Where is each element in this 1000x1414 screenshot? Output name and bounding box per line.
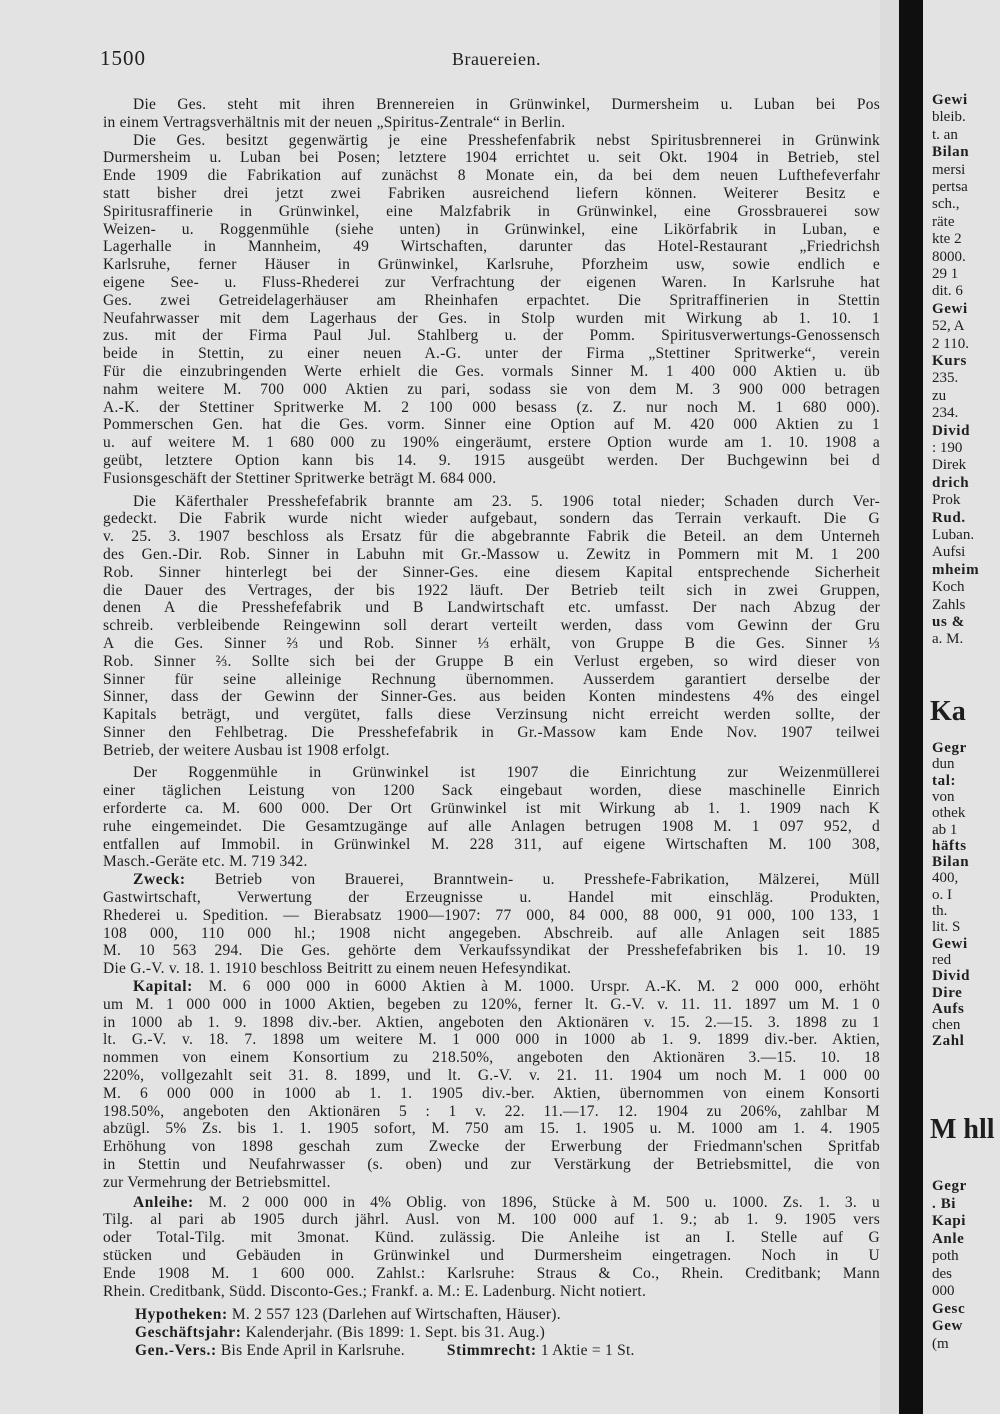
stimmrecht-label: Stimmrecht: <box>446 1342 537 1359</box>
adjacent-page-fragment: Prok <box>932 492 961 509</box>
line-text: eigene See- u. Fluss-Rhederei zur Verfrachtung der eigenen Waren. In Karlsruhe hat <box>103 273 880 291</box>
line-text: Rhein. Creditbank, Südd. Disconto-Ges.; Frankf. a. M.: E. Ladenburg. Nicht notiert. <box>103 1282 647 1300</box>
genvers-text: Bis Ende April in Karlsruhe. <box>216 1342 405 1359</box>
page-number: 1500 <box>100 46 146 70</box>
adjacent-page-fragment: von <box>932 788 955 805</box>
text-line <box>103 546 880 564</box>
line-text: Betrieb, der weitere Ausbau ist 1908 erfolgt. <box>103 741 390 759</box>
text-line <box>103 617 880 635</box>
text-line <box>103 960 880 978</box>
paragraph <box>103 132 880 488</box>
adjacent-page-fragment: poth <box>932 1248 959 1264</box>
line-text: v. 25. 3. 1907 beschloss als Ersatz für die abgebrannte Fabrik die Beteil. an dem Unterneh <box>103 528 880 546</box>
adjacent-page-fragment: Kurs <box>932 353 967 369</box>
text-line <box>103 470 880 488</box>
adjacent-page-fragment: Divid <box>932 422 971 439</box>
geschaeftsjahr-line <box>135 1324 635 1342</box>
adjacent-page-fragment: 234. <box>932 405 959 422</box>
text-line <box>103 310 880 328</box>
adjacent-page-fragment: Bilan <box>932 854 970 871</box>
line-text: 198.50%, angeboten den Aktionären 5 : 1 v. 22. 11.—17. 12. 1904 zu 206%, zahlbar M <box>103 1102 880 1120</box>
line-text: Tilg. al pari ab 1905 durch jährl. Ausl. von M. 100 000 auf 1. 9.; ab 1. 9. 1905 vers <box>103 1211 880 1229</box>
text-line <box>103 925 880 943</box>
line-text: Sinner den Fehlbetrag. Die Presshefefabrik in Gr.-Massow kam Ende Nov. 1907 teilwei <box>103 723 880 741</box>
adjacent-page-fragment: kte 2 <box>932 231 962 248</box>
line-text: 108 000, 110 000 hl.; 1908 nicht angegeben. Abschreib. auf alle Anlagen seit 1885 <box>103 924 880 942</box>
adjacent-page-fragment: . Bi <box>932 1195 957 1212</box>
hypotheken-text: M. 2 557 123 (Darlehen auf Wirtschaften, Häuser). <box>227 1306 561 1323</box>
adjacent-page-fragment: drich <box>932 474 970 491</box>
line-text: Weizen- u. Roggenmühle (siehe unten) in Grünwinkel, eine Likörfabrik in Luban, e <box>103 220 880 238</box>
line-text: einer täglichen Leistung von 1200 Sack eingebaut worden, diese maschinelle Einrich <box>103 782 880 800</box>
line-text: Rob. Sinner ⅔. Sollte sich bei der Gruppe B ein Verlust ergeben, so wird dieser von <box>103 652 880 670</box>
adjacent-page-fragment: us & <box>932 614 965 630</box>
text-line <box>103 1229 880 1247</box>
paragraph <box>103 871 880 978</box>
text-line <box>103 528 880 546</box>
adjacent-page-fragment: mersi <box>932 161 966 178</box>
line-text: Die Ges. steht mit ihren Brennereien in Grünwinkel, Durmersheim u. Luban bei Pos <box>133 96 880 113</box>
line-text: erforderte ca. M. 600 000. Der Ort Grünwinkel ist mit Wirkung ab 1. 1. 1909 nach K <box>103 800 880 818</box>
adjacent-page-fragment: Kapi <box>932 1213 967 1229</box>
line-text: des Gen.-Dir. Rob. Sinner in Labuhn mit Gr.-Massow u. Zewitz in Pommern mit M. 1 200 <box>103 545 880 563</box>
line-text: Erhöhung von 1898 geschah zum Zwecke der Erwerbung der Friedmann'schen Spritfab <box>103 1138 880 1156</box>
text-line <box>103 1014 880 1032</box>
line-text: um M. 1 000 000 in 1000 Aktien, begeben zu 120%, ferner lt. G.-V. v. 11. 11. 1897 um M. 1 0 <box>103 995 880 1013</box>
adjacent-page-fragment: dun <box>932 756 955 773</box>
line-text: nahm weitere M. 700 000 Aktien zu pari, sodass sie von dem M. 3 900 000 betragen <box>103 380 880 398</box>
text-line <box>103 1156 880 1174</box>
line-text: M. 6 000 000 in 1000 ab 1. 1. 1905 div.-ber. Aktien, übernommen von einem Konsorti <box>103 1084 880 1102</box>
text-line <box>103 836 880 854</box>
text-line <box>103 493 880 511</box>
paragraph <box>103 493 880 760</box>
adjacent-page-fragment: Anle <box>932 1230 965 1247</box>
text-line <box>103 724 880 742</box>
adjacent-page-fragment: 29 1 <box>932 266 959 282</box>
adjacent-page-fragment: ab 1 <box>932 821 958 838</box>
adjacent-page-fragment: Luban. <box>932 527 975 543</box>
text-line <box>103 434 880 452</box>
page-edge <box>880 0 899 1414</box>
text-line <box>103 635 880 653</box>
text-line <box>103 399 880 417</box>
genvers-label: Gen.-Vers.: <box>135 1342 217 1359</box>
adjacent-page-fragment: Bilan <box>932 144 970 161</box>
line-text: ruhe eingemeindet. Die Gesamtzugänge auf alle Anlagen betrugen 1908 M. 1 097 952, d <box>103 817 880 835</box>
adjacent-page-fragment: red <box>932 951 952 968</box>
adjacent-page-fragment: th. <box>932 903 948 919</box>
adjacent-page-fragment: Koch <box>932 579 965 596</box>
text-line <box>103 1138 880 1156</box>
line-text: Die G.-V. v. 18. 1. 1910 beschloss Beitritt zu einem neuen Hefesyndikat. <box>103 960 572 978</box>
genvers-line <box>135 1342 635 1360</box>
adjacent-page-fragment: 235. <box>932 370 959 387</box>
line-text: M. 2 000 000 in 4% Oblig. von 1896, Stücke à M. 500 u. 1000. Zs. 1. 3. u <box>193 1193 880 1211</box>
line-text: Ende 1908 M. 1 600 000. Zahlst.: Karlsruhe: Straus & Co., Rhein. Creditbank; Mann <box>103 1264 880 1282</box>
adjacent-page-fragment: Rud. <box>932 509 966 526</box>
paragraph <box>103 1194 880 1301</box>
text-line <box>103 381 880 399</box>
text-line <box>103 706 880 724</box>
line-text: zur Vermehrung der Betriebsmittel. <box>103 1173 331 1191</box>
line-text: Spiritusraffinerie in Grünwinkel, eine Malzfabrik in Grünwinkel, eine Grossbrauerei sow <box>103 202 880 220</box>
stimmrecht-text: 1 Aktie = 1 St. <box>536 1342 635 1359</box>
line-text: M. 10 563 294. Die Ges. gehörte dem Verkaufssyndikat der Presshefefabriken bis 1. 10. 19 <box>103 942 880 960</box>
adjacent-page-fragment: Gegr <box>932 1178 967 1194</box>
text-line <box>103 653 880 671</box>
summary-lines <box>135 1306 635 1360</box>
text-line <box>103 345 880 363</box>
text-line <box>103 978 880 996</box>
text-line <box>103 1265 880 1283</box>
adjacent-page-fragment: Divid <box>932 968 971 985</box>
adjacent-page-fragment: zu <box>932 387 947 404</box>
section-label: Anleihe: <box>133 1193 194 1211</box>
line-text: denen A die Presshefefabrik und B Landwirtschaft etc. umfasst. Der nach Abzug der <box>103 599 880 617</box>
line-text: stücken und Gebäuden in Grünwinkel und Durmersheim eingetragen. Noch in U <box>103 1247 880 1264</box>
adjacent-page-fragment: Aufs <box>932 1000 965 1017</box>
line-text: Durmersheim u. Luban bei Posen; letztere 1904 errichtet u. seit Okt. 1904 in Betrieb, stel <box>103 149 880 167</box>
adjacent-page-fragment: Gewi <box>932 935 968 952</box>
text-line <box>103 671 880 689</box>
text-line <box>103 871 880 889</box>
adjacent-page-fragment: 8000. <box>932 248 966 265</box>
adjacent-page-fragment: Aufsi <box>932 544 966 561</box>
text-line <box>103 203 880 221</box>
text-line <box>103 1194 880 1212</box>
line-text: gedeckt. Die Fabrik wurde nicht wieder aufgebaut, sondern das Terrain verkauft. Die G <box>103 510 880 528</box>
paragraph <box>103 96 880 132</box>
text-line <box>103 782 880 800</box>
text-line <box>103 327 880 345</box>
line-text: schreib. verbleibende Reingewinn soll derart verteilt werden, dass vom Gewinn der Gru <box>103 617 880 635</box>
running-title: Brauereien. <box>452 49 541 69</box>
text-line <box>103 96 880 114</box>
text-line <box>103 582 880 600</box>
geschaeftsjahr-label: Geschäftsjahr: <box>135 1324 242 1341</box>
text-line <box>103 1031 880 1049</box>
text-line <box>103 996 880 1014</box>
adjacent-page-heading: M hll <box>930 1114 995 1145</box>
text-line <box>103 907 880 925</box>
text-line <box>103 742 880 760</box>
adjacent-page-fragment: Zahl <box>932 1033 965 1050</box>
text-line <box>103 1103 880 1121</box>
line-text: Betrieb von Brauerei, Branntwein- u. Presshefe-Fabrikation, Mälzerei, Müll <box>185 871 880 889</box>
text-line <box>103 1085 880 1103</box>
line-text: Gastwirtschaft, Verwertung der Erzeugnisse u. Handel mit einschläg. Produkten, <box>103 889 880 907</box>
line-text: entfallen auf Immobil. in Grünwinkel M. 228 311, auf eigene Wirtschaften M. 100 308, <box>103 835 880 853</box>
line-text: nommen von einem Konsortium zu 218.50%, angeboten den Aktionären 3.—15. 10. 18 <box>103 1049 880 1067</box>
text-line <box>103 564 880 582</box>
line-text: Kapitals beträgt, und vergütet, falls diese Verzinsung nicht erreicht werden sollte, der <box>103 706 880 724</box>
line-text: Lagerhalle in Mannheim, 49 Wirtschaften, darunter das Hotel-Restaurant „Friedrichsh <box>103 238 880 256</box>
line-text: zus. mit der Firma Paul Jul. Stahlberg u. der Pomm. Spiritusverwertungs-Genossensch <box>103 327 880 345</box>
line-text: beide in Stettin, zu einer neuen A.-G. unter der Firma „Stettiner Spritwerke“, verein <box>103 345 880 363</box>
text-line <box>103 416 880 434</box>
line-text: in 1000 ab 1. 9. 1898 div.-ber. Aktien, angeboten den Aktionären v. 15. 2.—15. 3. 1898 zu 1 <box>103 1013 880 1031</box>
line-text: Der Roggenmühle in Grünwinkel ist 1907 die Einrichtung zur Weizenmüllerei <box>133 764 880 782</box>
text-line <box>103 363 880 381</box>
line-text: abzügl. 5% Zs. bis 1. 1. 1905 sofort, M. 750 am 15. 1. 1905 u. M. 1000 am 1. 4. 1905 <box>103 1120 880 1138</box>
main-text-column <box>103 96 880 1300</box>
text-line <box>103 185 880 203</box>
adjacent-page-fragment: lit. S <box>932 919 961 936</box>
adjacent-page-heading: Ka <box>930 696 966 727</box>
text-line <box>103 853 880 871</box>
text-line <box>103 599 880 617</box>
adjacent-page-fragment: 400, <box>932 870 959 887</box>
adjacent-page-fragment: des <box>932 1265 952 1282</box>
text-line <box>103 688 880 706</box>
line-text: Ges. zwei Getreidelagerhäuser am Rheinhafen erpachtet. Die Spritraffinerien in Stettin <box>103 291 880 309</box>
hypotheken-label: Hypotheken: <box>135 1306 228 1323</box>
text-line <box>103 889 880 907</box>
text-line <box>103 238 880 256</box>
adjacent-page-fragment: pertsa <box>932 179 968 195</box>
text-line <box>103 510 880 528</box>
book-binding-gutter <box>899 0 923 1414</box>
line-text: die Dauer des Vertrages, der bis 1922 läuft. Der Betrieb teilt sich in zwei Gruppen, <box>103 581 880 599</box>
text-line <box>103 764 880 782</box>
adjacent-page-fragment: othek <box>932 805 966 822</box>
geschaeftsjahr-text: Kalenderjahr. (Bis 1899: 1. Sept. bis 31. Aug.) <box>241 1324 546 1341</box>
text-line <box>103 1247 880 1265</box>
text-line <box>103 452 880 470</box>
line-text: Ende 1909 die Fabrikation auf zunächst 8 Monate ein, da bei dem neuen Lufthefeverfahr <box>103 167 880 185</box>
adjacent-page-fragment: sch., <box>932 196 960 213</box>
text-line <box>103 800 880 818</box>
line-text: M. 6 000 000 in 6000 Aktien à M. 1000. Urspr. A.-K. M. 2 000 000, erhöht <box>192 978 880 996</box>
text-line <box>103 1067 880 1085</box>
adjacent-page-fragment: : 190 <box>932 440 963 456</box>
line-text: Für die einzubringenden Werte erhielt die Ges. vormals Sinner M. 1 400 000 Aktien u. üb <box>103 362 880 380</box>
adjacent-page-fragment: t. an <box>932 126 958 143</box>
line-text: Sinner für seine alleinige Rechnung übernommen. Ausserdem garantiert derselbe der <box>103 670 880 688</box>
adjacent-page-fragment: o. I <box>932 886 952 903</box>
line-text: Karlsruhe, ferner Häuser in Grünwinkel, Karlsruhe, Pforzheim usw, sowie endlich e <box>103 256 880 274</box>
section-label: Zweck: <box>133 871 186 889</box>
text-line <box>103 114 880 132</box>
line-text: lt. G.-V. v. 18. 7. 1898 um weitere M. 1 000 000 in 1000 ab 1. 9. 1899 div.-ber. Aktien, <box>103 1031 880 1049</box>
adjacent-page-fragment: häfts <box>932 837 967 854</box>
adjacent-page-fragment: bleib. <box>932 109 966 126</box>
adjacent-page-fragment: Gew <box>932 1318 963 1334</box>
line-text: u. auf weitere M. 1 680 000 zu 190% eingeräumt, erstere Option wurde am 1. 10. 1908 a <box>103 434 880 452</box>
hypotheken-line <box>135 1306 635 1324</box>
line-text: oder Total-Tilg. mit 3monat. Künd. zulässig. Die Anleihe ist an I. Stelle auf G <box>103 1229 880 1247</box>
adjacent-page-column <box>930 0 1000 1414</box>
adjacent-page-fragment: Gesc <box>932 1300 966 1317</box>
adjacent-page-fragment: (m <box>932 1335 949 1352</box>
line-text: in einem Vertragsverhältnis mit der neuen „Spiritus-Zentrale“ in Berlin. <box>103 113 566 131</box>
adjacent-page-fragment: chen <box>932 1017 961 1034</box>
adjacent-page-fragment: Gewi <box>932 92 968 108</box>
line-text: Pommerschen Gen. hat die Ges. vorm. Sinner eine Option auf M. 420 000 Aktien zu 1 <box>103 416 880 434</box>
line-text: Fusionsgeschäft der Stettiner Spritwerke beträgt M. 684 000. <box>103 469 497 487</box>
line-text: Rhederei u. Spedition. — Bierabsatz 1900—1907: 77 000, 84 000, 88 000, 91 000, 100 133, 1 <box>103 906 880 924</box>
adjacent-page-fragment: Gegr <box>932 740 967 756</box>
text-line <box>103 818 880 836</box>
line-text: Rob. Sinner hinterlegt bei der Sinner-Ges. eine diesem Kapital entsprechende Sicherheit <box>103 563 880 581</box>
line-text: statt bisher drei jetzt zwei Fabriken ausreichend liefern können. Weiterer Besitz e <box>103 184 880 202</box>
line-text: Neufahrwasser mit dem Lagerhaus der Ges. in Stolp wurden mit Wirkung ab 1. 10. 1 <box>103 309 880 327</box>
adjacent-page-fragment: 2 110. <box>932 335 969 352</box>
line-text: A die Ges. Sinner ⅔ und Rob. Sinner ⅓ erhält, von Gruppe B die Ges. Sinner ⅓ <box>103 634 880 652</box>
adjacent-page-fragment: Zahls <box>932 596 966 613</box>
text-line <box>103 221 880 239</box>
line-text: in Stettin und Neufahrwasser (s. oben) und zur Verstärkung der Betriebsmittel, die von <box>103 1156 880 1174</box>
adjacent-page-fragment: Gewi <box>932 300 968 317</box>
adjacent-page-fragment: mheim <box>932 561 980 578</box>
line-text: Die Ges. besitzt gegenwärtig je eine Presshefenfabrik nebst Spiritusbrennerei in Grünwink <box>133 131 880 149</box>
line-text: geübt, letztere Option kann bis 14. 9. 1915 ausgeübt werden. Der Buchgewinn bei d <box>103 451 880 469</box>
text-line <box>103 1174 880 1192</box>
section-label: Kapital: <box>133 978 193 996</box>
adjacent-page-fragment: 52, A <box>932 318 965 335</box>
adjacent-page-fragment: Dire <box>932 984 963 1001</box>
text-line <box>103 132 880 150</box>
adjacent-page-fragment: räte <box>932 213 955 230</box>
line-text: Sinner, dass der Gewinn der Sinner-Ges. aus beiden Konten mindestens 4% des eingel <box>103 688 880 706</box>
text-line <box>103 149 880 167</box>
text-line <box>103 256 880 274</box>
line-text: A.-K. der Stettiner Spritwerke M. 2 100 000 besass (z. Z. nur noch M. 1 680 000). <box>103 398 880 416</box>
adjacent-page-fragment: dit. 6 <box>932 283 963 300</box>
adjacent-page-fragment: a. M. <box>932 631 964 648</box>
text-line <box>103 1120 880 1138</box>
text-line <box>103 167 880 185</box>
text-line <box>103 274 880 292</box>
adjacent-page-fragment: Direk <box>932 457 967 474</box>
text-line <box>103 942 880 960</box>
text-line <box>103 1211 880 1229</box>
line-text: 220%, vollgezahlt seit 31. 8. 1899, und lt. G.-V. v. 21. 11. 1904 um noch M. 1 000 00 <box>103 1067 880 1085</box>
line-text: Die Käferthaler Presshefefabrik brannte am 23. 5. 1906 total nieder; Schaden durch Ver- <box>133 492 880 510</box>
text-line <box>103 1283 880 1301</box>
adjacent-page-fragment: tal: <box>932 772 957 789</box>
adjacent-page-fragment: 000 <box>932 1283 955 1299</box>
paragraph <box>103 978 880 1192</box>
text-line <box>103 292 880 310</box>
text-line <box>103 1049 880 1067</box>
paragraph <box>103 764 880 871</box>
line-text: Masch.-Geräte etc. M. 719 342. <box>103 853 308 871</box>
